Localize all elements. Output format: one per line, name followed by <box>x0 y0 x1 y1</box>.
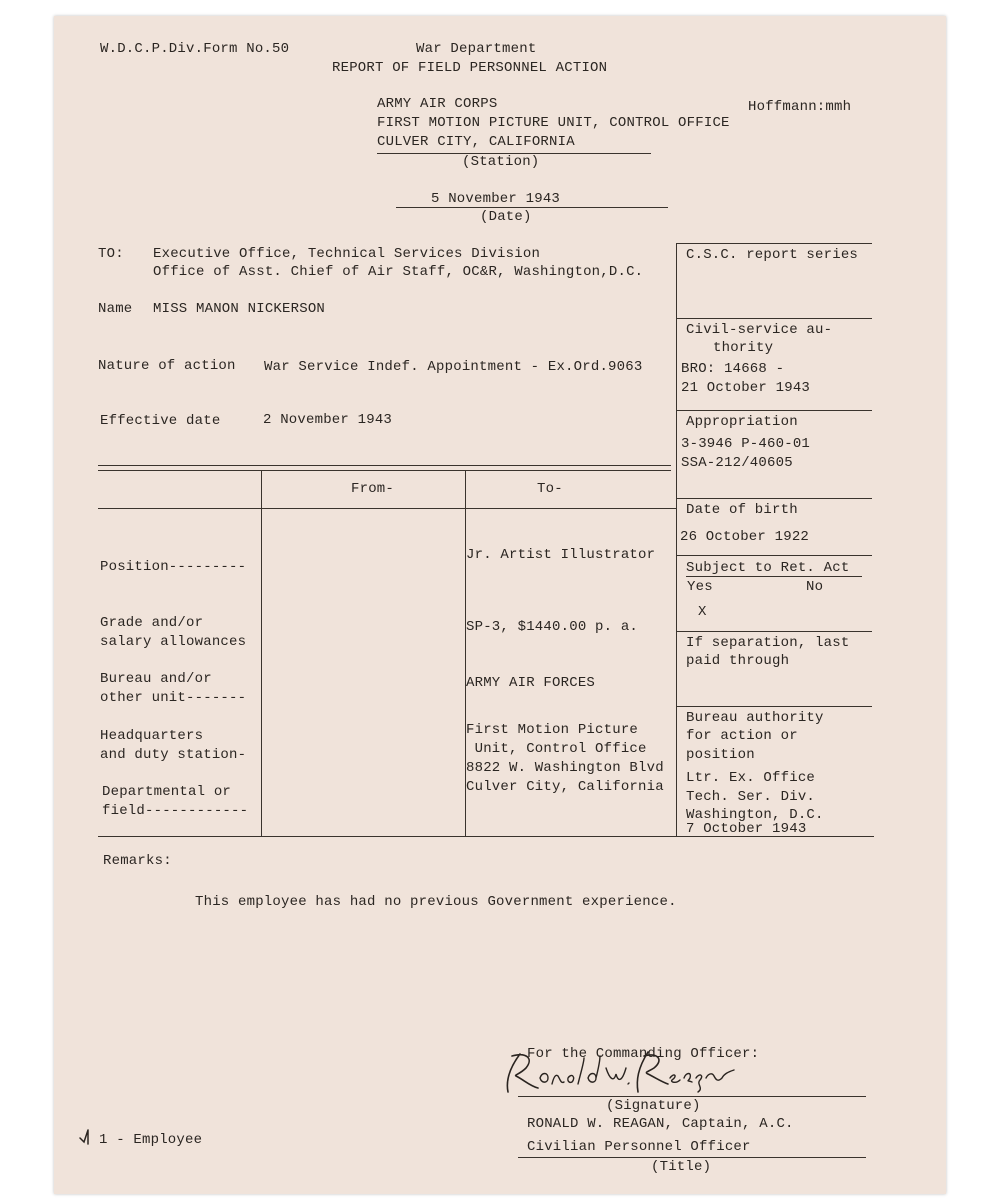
from-header: From- <box>351 481 395 497</box>
station-caption: (Station) <box>462 154 540 170</box>
csc-label: C.S.C. report series <box>686 247 859 263</box>
title-caption: (Title) <box>651 1159 712 1175</box>
distribution-copy: 1 - Employee <box>99 1132 203 1148</box>
employee-name: MISS MANON NICKERSON <box>153 301 326 317</box>
csa-value-2: 21 October 1943 <box>681 380 811 396</box>
bureau-authority-label-2: for action or <box>686 728 798 744</box>
station-line-1: ARMY AIR CORPS <box>377 96 498 112</box>
appropriation-label: Appropriation <box>686 414 798 430</box>
grade-label-2: salary allowances <box>100 634 247 650</box>
hq-label-2: and duty station- <box>100 747 247 763</box>
nature-value: War Service Indef. Appointment - Ex.Ord.9063 <box>264 359 643 375</box>
no-label: No <box>806 579 824 595</box>
hq-to-value-1: First Motion Picture <box>466 722 639 738</box>
position-label: Position--------- <box>100 559 247 575</box>
sidebar-rule-dob <box>676 498 872 499</box>
remarks-label: Remarks: <box>103 853 172 869</box>
table-col-rule-1 <box>261 471 262 836</box>
report-title: REPORT OF FIELD PERSONNEL ACTION <box>332 60 608 76</box>
bureau-authority-value-4: 7 October 1943 <box>686 821 807 837</box>
typist-initials: Hoffmann:mmh <box>748 99 852 115</box>
to-label: TO: <box>98 246 124 262</box>
bureau-authority-label-1: Bureau authority <box>686 710 824 726</box>
hq-to-value-4: Culver City, California <box>466 779 664 795</box>
bureau-authority-value-1: Ltr. Ex. Office <box>686 770 816 786</box>
hq-to-value-2: Unit, Control Office <box>466 741 647 757</box>
nature-label: Nature of action <box>98 358 236 374</box>
dept-label-1: Departmental or <box>102 784 232 800</box>
to-header: To- <box>537 481 563 497</box>
effective-value: 2 November 1943 <box>263 412 393 428</box>
for-commanding-officer: For the Commanding Officer: <box>527 1046 760 1062</box>
bureau-label-2: other unit------- <box>100 690 247 706</box>
table-rule-double-1 <box>98 465 671 466</box>
bureau-authority-value-2: Tech. Ser. Div. <box>686 789 816 805</box>
officer-title: Civilian Personnel Officer <box>527 1139 751 1155</box>
separation-label-1: If separation, last <box>686 635 850 651</box>
sidebar-left-rule <box>676 243 677 837</box>
sidebar-rule-separation <box>676 631 872 632</box>
date-rule <box>396 207 668 208</box>
appropriation-value-1: 3-3946 P-460-01 <box>681 436 811 452</box>
sidebar-rule-subject <box>676 555 872 556</box>
station-line-2: FIRST MOTION PICTURE UNIT, CONTROL OFFICE <box>377 115 730 131</box>
remarks-text: This employee has had no previous Government experience. <box>195 894 677 910</box>
yes-label: Yes <box>687 579 713 595</box>
to-line-2: Office of Asst. Chief of Air Staff, OC&R, Washington,D.C. <box>153 264 644 280</box>
dob-value: 26 October 1922 <box>680 529 810 545</box>
report-date: 5 November 1943 <box>431 191 561 207</box>
sidebar-rule-approp <box>676 410 872 411</box>
effective-label: Effective date <box>100 413 221 429</box>
name-label: Name <box>98 301 133 317</box>
department-title: War Department <box>416 41 537 57</box>
csa-label-2: thority <box>713 340 774 356</box>
table-rule-double-2 <box>98 470 671 471</box>
sidebar-rule-csa <box>676 318 872 319</box>
csa-label-1: Civil-service au- <box>686 322 833 338</box>
yes-mark: X <box>698 604 707 620</box>
bureau-to-value: ARMY AIR FORCES <box>466 675 596 691</box>
signature-caption: (Signature) <box>606 1098 701 1114</box>
station-line-3: CULVER CITY, CALIFORNIA <box>377 134 575 150</box>
grade-label-1: Grade and/or <box>100 615 204 631</box>
bureau-label-1: Bureau and/or <box>100 671 212 687</box>
bureau-authority-value-3: Washington, D.C. <box>686 807 824 823</box>
to-line-1: Executive Office, Technical Services Division <box>153 246 541 262</box>
date-caption: (Date) <box>480 209 532 225</box>
handwritten-signature <box>478 1048 738 1094</box>
dob-label: Date of birth <box>686 502 798 518</box>
subject-underline <box>686 576 862 577</box>
appropriation-value-2: SSA-212/40605 <box>681 455 793 471</box>
csa-value-1: BRO: 14668 - <box>681 361 785 377</box>
officer-name: RONALD W. REAGAN, Captain, A.C. <box>527 1116 794 1132</box>
form-number: W.D.C.P.Div.Form No.50 <box>100 41 290 57</box>
position-to-value: Jr. Artist Illustrator <box>466 547 656 563</box>
dept-label-2: field------------ <box>102 803 249 819</box>
sidebar-rule-bureau <box>676 706 872 707</box>
hq-label-1: Headquarters <box>100 728 204 744</box>
hq-to-value-3: 8822 W. Washington Blvd <box>466 760 664 776</box>
table-header-rule <box>98 508 676 509</box>
sidebar-rule-top <box>676 243 872 244</box>
table-bottom-rule <box>98 836 874 837</box>
grade-to-value: SP-3, $1440.00 p. a. <box>466 619 639 635</box>
separation-label-2: paid through <box>686 653 790 669</box>
bureau-authority-label-3: position <box>686 747 755 763</box>
check-mark-icon <box>78 1128 94 1148</box>
subject-ret-act-label: Subject to Ret. Act <box>686 560 850 576</box>
